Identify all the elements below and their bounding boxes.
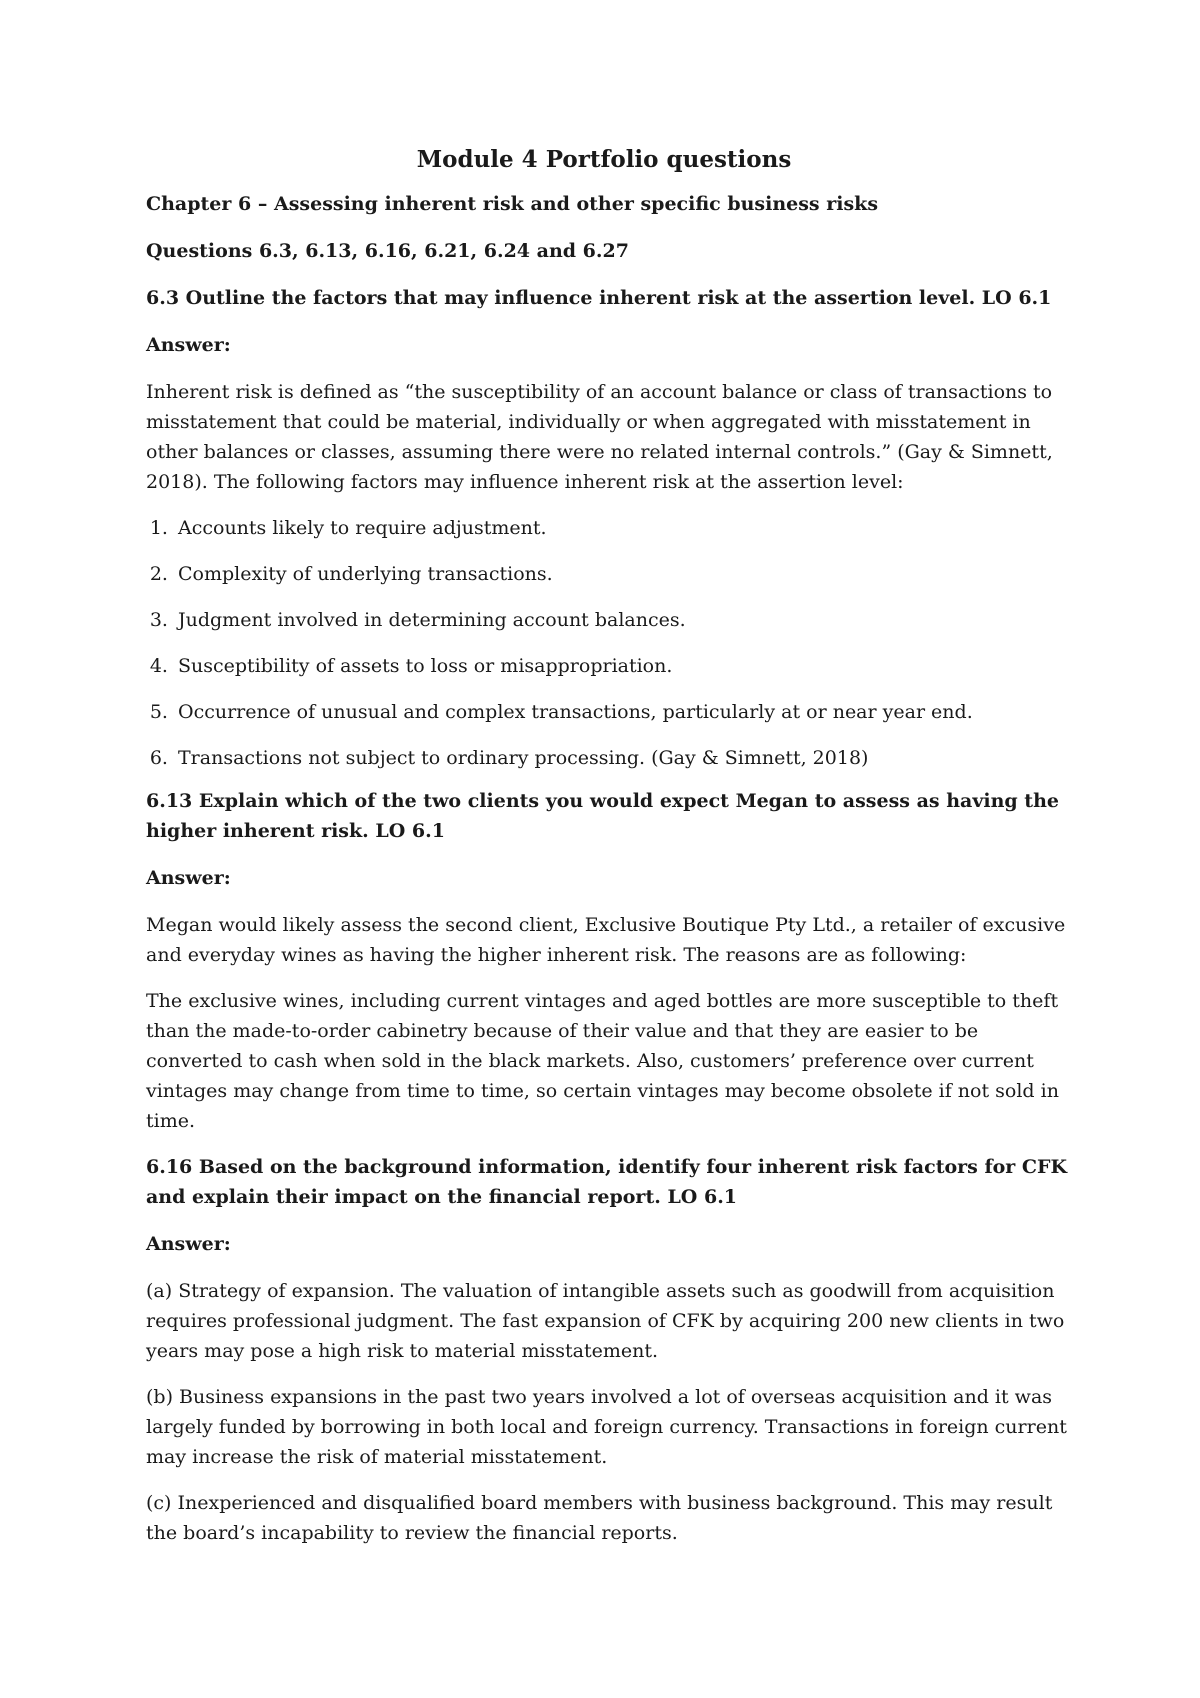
answer-paragraph: Megan would likely assess the second client, Exclusive Boutique Pty Ltd., a retailer of excusive and everyday wines as having the higher inherent risk. The reasons are as following: (146, 914, 1066, 966)
question-6-16 (146, 1152, 1080, 1548)
answer-label: Answer: (146, 867, 231, 889)
question-heading: 6.16 Based on the background information, identify four inherent risk factors for CFK and explain their impact on the financial report. LO 6.1 (146, 1156, 1068, 1208)
list-item: 5. Occurrence of unusual and complex transactions, particularly at or near year end. (174, 697, 1080, 727)
chapter-heading: Chapter 6 – Assessing inherent risk and other specific business risks (146, 193, 879, 215)
answer-paragraph: (b) Business expansions in the past two years involved a lot of overseas acquisition and it was largely funded by borrowing in both local and foreign currency. Transactions in foreign current may increase the risk of material misstatement. (146, 1386, 1067, 1468)
list-item: 2. Complexity of underlying transactions. (174, 559, 1080, 589)
list-item: 6. Transactions not subject to ordinary processing. (Gay & Simnett, 2018) (174, 743, 1080, 773)
question-6-13 (146, 786, 1080, 1136)
factor-list (146, 513, 1080, 773)
question-heading: 6.13 Explain which of the two clients you would expect Megan to assess as having the higher inherent risk. LO 6.1 (146, 790, 1059, 842)
answer-paragraph: Inherent risk is defined as “the susceptibility of an account balance or class of transactions to misstatement that could be material, individually or when aggregated with misstatement in other balances or classes, assuming there were no related internal controls.” (Gay & Simnett, 2018). The following factors may influence inherent risk at the assertion level: (146, 381, 1053, 493)
question-6-3 (146, 283, 1080, 773)
question-heading: 6.3 Outline the factors that may influence inherent risk at the assertion level. LO 6.1 (146, 287, 1052, 309)
list-item: 3. Judgment involved in determining account balances. (174, 605, 1080, 635)
answer-label: Answer: (146, 334, 231, 356)
list-item: 4. Susceptibility of assets to loss or misappropriation. (174, 651, 1080, 681)
answer-paragraph: (c) Inexperienced and disqualified board members with business background. This may result the board’s incapability to review the financial reports. (146, 1492, 1053, 1544)
list-item: 1. Accounts likely to require adjustment. (174, 513, 1080, 543)
answer-label: Answer: (146, 1233, 231, 1255)
answer-paragraph: (a) Strategy of expansion. The valuation of intangible assets such as goodwill from acquisition requires professional judgment. The fast expansion of CFK by acquiring 200 new clients in two years may pose a high risk to material misstatement. (146, 1280, 1065, 1362)
questions-list: Questions 6.3, 6.13, 6.16, 6.21, 6.24 and 6.27 (146, 240, 629, 262)
answer-paragraph: The exclusive wines, including current vintages and aged bottles are more susceptible to theft than the made-to-order cabinetry because of their value and that they are easier to be converted to cash when sold in the black markets. Also, customers’ preference over current vintages may change from time to time, so certain vintages may become obsolete if not sold in time. (146, 990, 1059, 1132)
document-title: Module 4 Portfolio questions (416, 146, 792, 173)
